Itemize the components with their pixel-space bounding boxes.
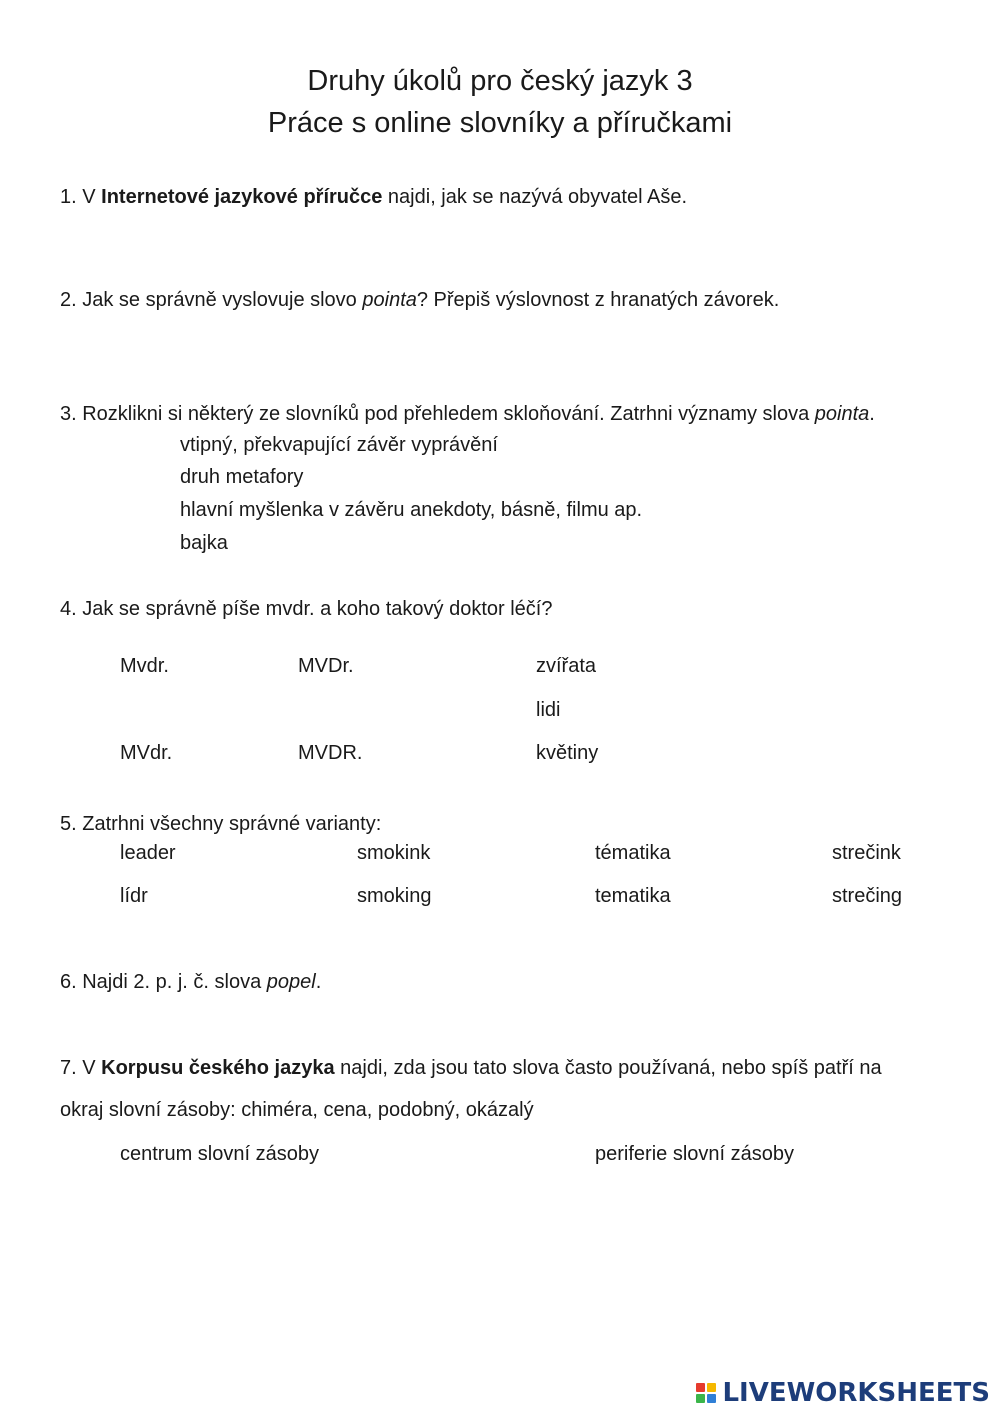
logo-square [707,1394,716,1403]
question-2: 2. Jak se správně vyslovuje slovo pointa? Přepiš výslovnost z hranatých závorek. [60,289,780,311]
q4-patient-option[interactable]: květiny [536,742,599,764]
q5-variant-option[interactable]: smoking [357,885,432,907]
q3-option-4[interactable]: bajka [180,532,228,554]
logo-text: LIVEWORKSHEETS [722,1378,990,1408]
liveworksheets-logo [696,1378,990,1408]
q5-variant-option[interactable]: smokink [357,842,431,864]
q5-variant-option[interactable]: tématika [595,842,671,864]
q5-variant-option[interactable]: strečing [832,885,903,907]
q5-variant-option[interactable]: leader [120,842,176,864]
page-title: Druhy úkolů pro český jazyk 3 [307,65,693,97]
q5-variant-option[interactable]: lídr [120,885,148,907]
question-6-italic: popel [266,971,316,993]
q4-spelling-option[interactable]: MVDR. [298,742,363,764]
q7-category-periferie[interactable]: periferie slovní zásoby [595,1143,794,1165]
question-3: 3. Rozklikni si některý ze slovníků pod přehledem skloňování. Zatrhni významy slova pointa. [60,403,875,425]
question-3-italic: pointa [814,403,870,425]
question-7-bold: Korpusu českého jazyka [101,1057,335,1079]
logo-grid-icon [696,1383,716,1403]
q4-spelling-option[interactable]: MVdr. [120,742,173,764]
logo-square [707,1383,716,1392]
question-7: 7. V Korpusu českého jazyka najdi, zda jsou tato slova často používaná, nebo spíš patří na [60,1057,882,1079]
logo-square [696,1394,705,1403]
question-4: 4. Jak se správně píše mvdr. a koho takový doktor léčí? [60,598,553,620]
q3-option-1[interactable]: vtipný, překvapující závěr vyprávění [180,434,498,456]
q5-variant-option[interactable]: tematika [595,885,671,907]
question-6: 6. Najdi 2. p. j. č. slova popel. [60,971,322,993]
question-7-line2: okraj slovní zásoby: chiméra, cena, podobný, okázalý [60,1099,534,1121]
page-subtitle: Práce s online slovníky a příručkami [267,107,733,139]
q7-category-centrum[interactable]: centrum slovní zásoby [120,1143,319,1165]
q4-spelling-option[interactable]: MVDr. [298,655,354,677]
question-2-italic: pointa [362,289,417,311]
q5-variant-option[interactable]: strečink [832,842,901,864]
question-1: 1. V Internetové jazykové příručce najdi, jak se nazývá obyvatel Aše. [60,186,687,208]
q3-option-2[interactable]: druh metafory [180,466,304,488]
q4-patient-option[interactable]: zvířata [536,655,597,677]
question-5: 5. Zatrhni všechny správné varianty: [60,813,382,835]
question-1-bold: Internetové jazykové příručce [101,186,383,208]
q4-spelling-option[interactable]: Mvdr. [120,655,169,677]
logo-square [696,1383,705,1392]
q4-patient-option[interactable]: lidi [536,699,561,721]
q3-option-3[interactable]: hlavní myšlenka v závěru anekdoty, básně, filmu ap. [180,499,643,521]
